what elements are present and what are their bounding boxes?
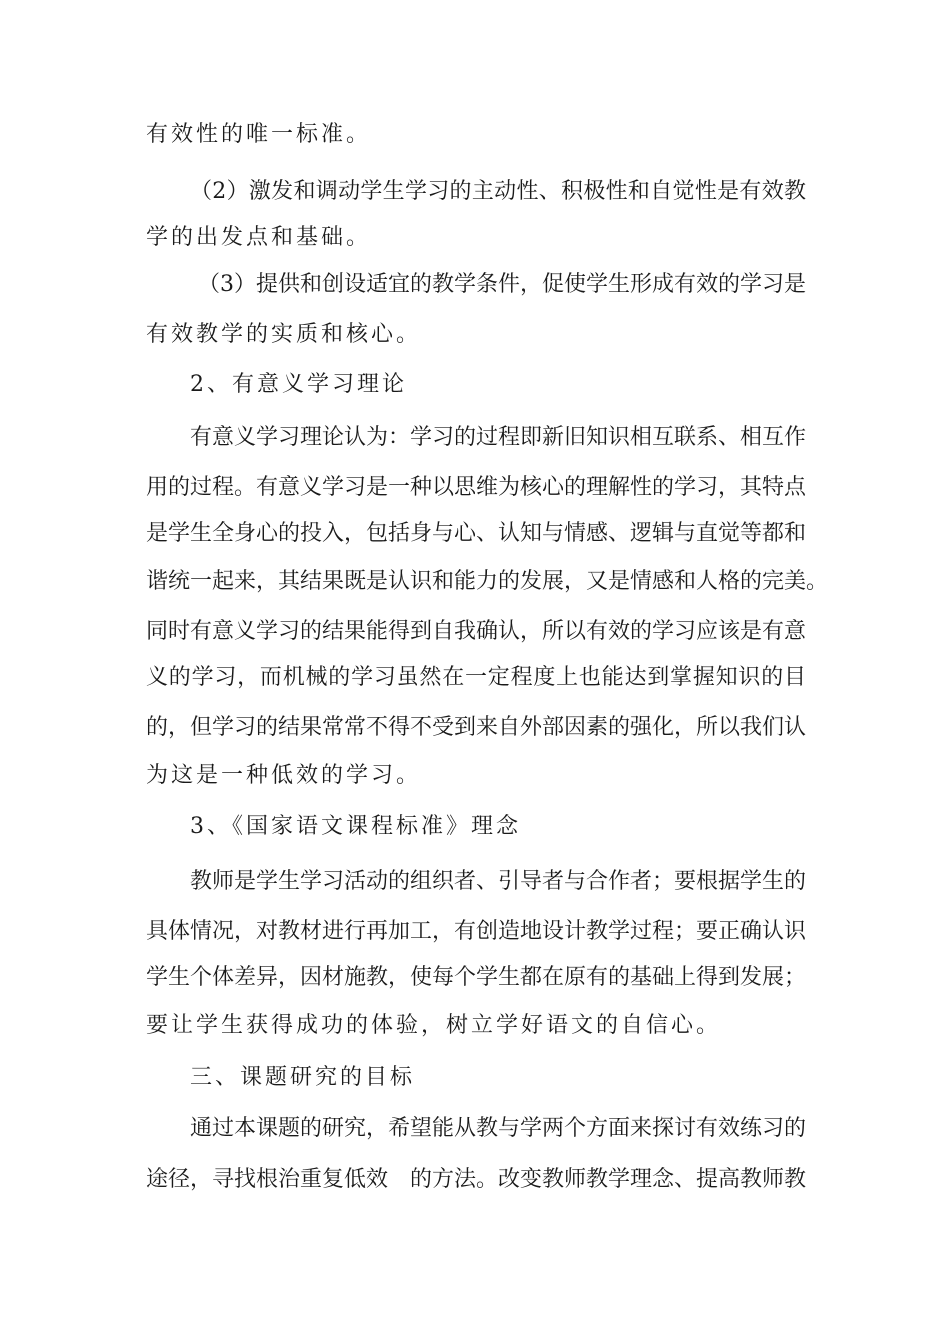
list-item-3-line: 有效教学的实质和核心。: [146, 322, 422, 347]
list-item-2-line: （2）激发和调动学生学习的主动性、积极性和自觉性是有效教: [190, 179, 806, 204]
section-heading: 3、《国家语文课程标准》理念: [190, 814, 521, 839]
paragraph-line: 途径，寻找根治重复低效 的方法。改变教师教学理念、提高教师教: [146, 1167, 807, 1192]
paragraph-line: 同时有意义学习的结果能得到自我确认，所以有效的学习应该是有意: [146, 619, 807, 644]
list-item-2-line: 学的出发点和基础。: [146, 225, 372, 250]
paragraph-line: 教师是学生学习活动的组织者、引导者与合作者；要根据学生的: [190, 869, 807, 894]
list-item-3-line: （3）提供和创设适宜的教学条件，促使学生形成有效的学习是: [198, 272, 806, 297]
paragraph-line: 为这是一种低效的学习。: [146, 763, 422, 788]
paragraph-line: 有意义学习理论认为：学习的过程即新旧知识相互联系、相互作: [190, 425, 807, 450]
paragraph-line: 学生个体差异，因材施教，使每个学生都在原有的基础上得到发展；: [146, 965, 807, 990]
paragraph-line: 具体情况，对教材进行再加工，有创造地设计教学过程；要正确认识: [146, 919, 807, 944]
paragraph-line: 通过本课题的研究，希望能从教与学两个方面来探讨有效练习的: [190, 1116, 807, 1141]
paragraph-line: 是学生全身心的投入，包括身与心、认知与情感、逻辑与直觉等都和: [146, 521, 807, 546]
section-heading: 三、课题研究的目标: [190, 1065, 416, 1090]
paragraph-line: 要让学生获得成功的体验，树立学好语文的自信心。: [146, 1013, 722, 1038]
paragraph-line: 有效性的唯一标准。: [146, 122, 372, 147]
paragraph-line: 用的过程。有意义学习是一种以思维为核心的理解性的学习，其特点: [146, 475, 807, 500]
paragraph-line: 的，但学习的结果常常不得不受到来自外部因素的强化，所以我们认: [146, 715, 807, 740]
paragraph-line: 谐统一起来，其结果既是认识和能力的发展，又是情感和人格的完美。: [146, 569, 829, 594]
section-heading: 2、有意义学习理论: [190, 372, 407, 397]
paragraph-line: 义的学习，而机械的学习虽然在一定程度上也能达到掌握知识的目: [146, 665, 806, 690]
